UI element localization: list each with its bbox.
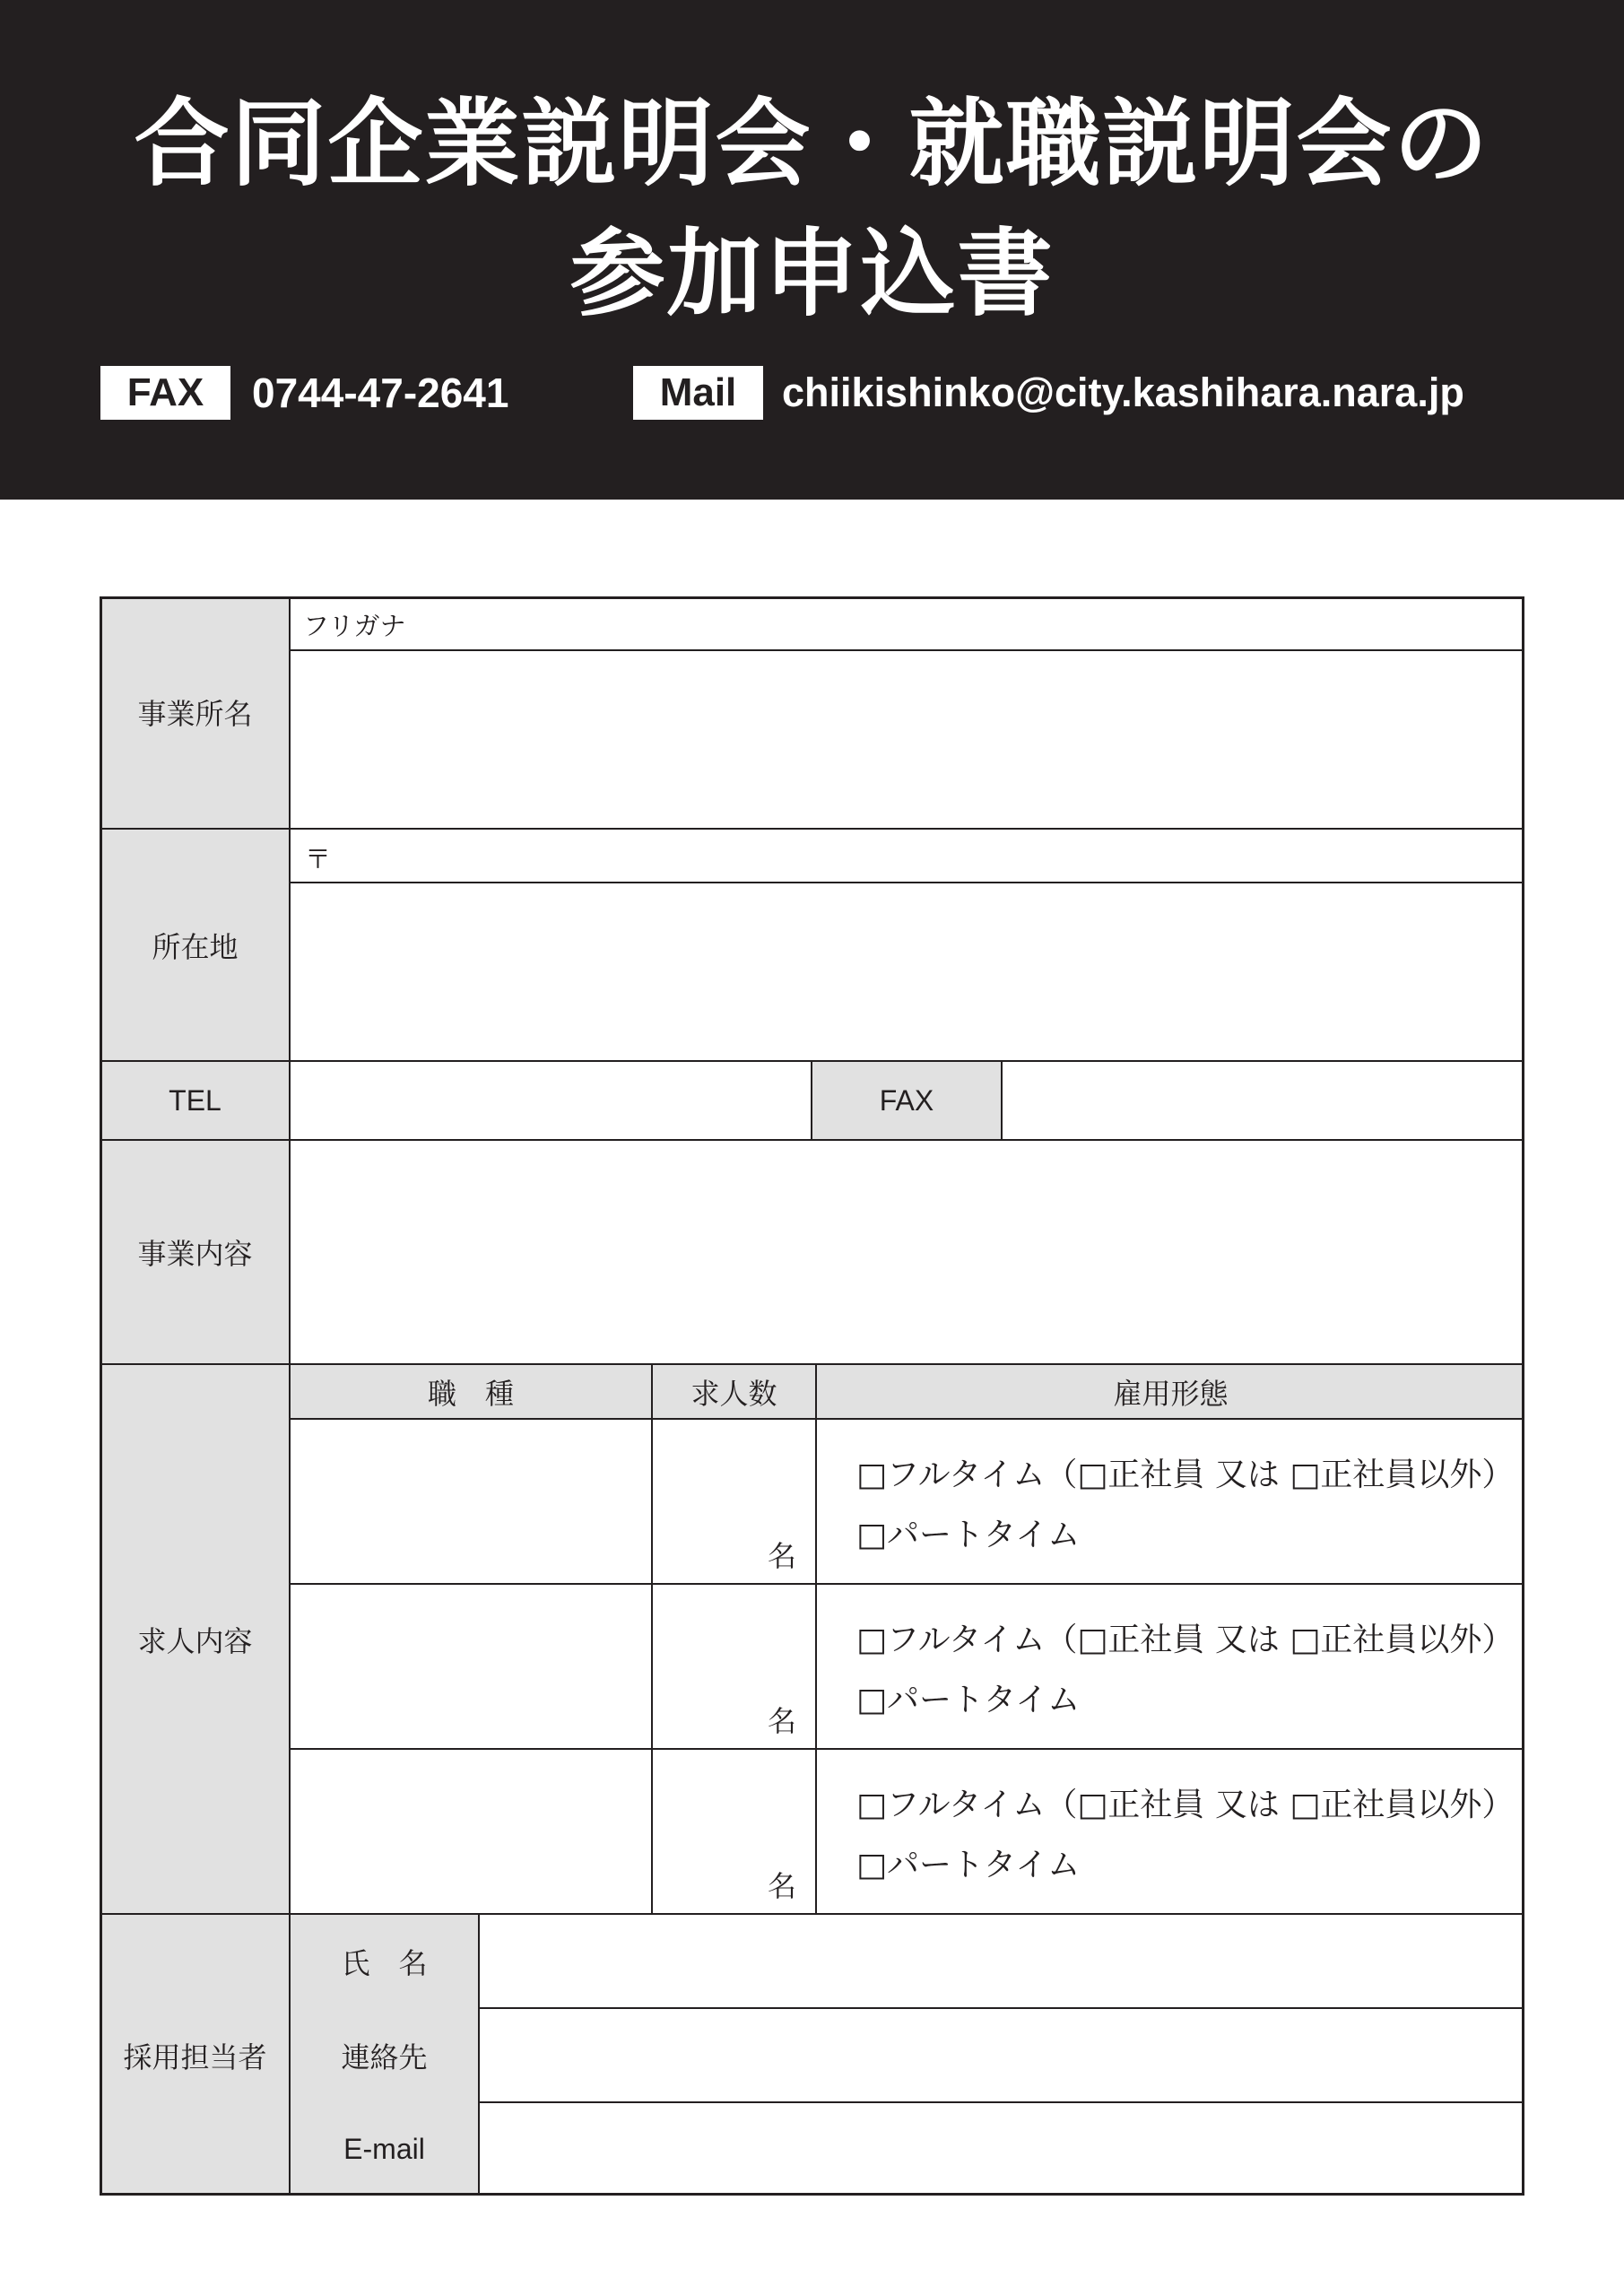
parttime-option[interactable]: □パートタイム — [856, 1517, 1081, 1553]
column-header-employment: 雇用形態 — [1113, 1376, 1229, 1411]
divider — [478, 2007, 1524, 2009]
email-address[interactable]: chiikishinko@city.kashihara.nara.jp — [782, 370, 1464, 415]
count-unit: 名 — [768, 1869, 797, 1903]
divider — [100, 828, 1524, 830]
recruit-content-label: 求人内容 — [137, 1623, 253, 1658]
email-label: E-mail — [343, 2133, 425, 2165]
divider — [478, 2101, 1524, 2103]
business-content-label: 事業内容 — [137, 1237, 253, 1271]
company-name-label: 事業所名 — [137, 697, 253, 731]
divider — [290, 649, 1524, 651]
divider — [651, 1364, 653, 1915]
divider — [815, 1364, 817, 1915]
page-title-line2: 参加申込書 — [569, 219, 1055, 329]
phone-label: 連絡先 — [341, 2039, 428, 2074]
name-label: 氏 名 — [341, 1945, 428, 1980]
column-header-job-type: 職 種 — [427, 1376, 514, 1411]
count-unit: 名 — [768, 1704, 797, 1738]
page-title-line1: 合同企業説明会・就職説明会の — [134, 89, 1490, 199]
parttime-option[interactable]: □パートタイム — [856, 1682, 1081, 1718]
fax-badge: FAX — [100, 366, 230, 420]
fax-label: FAX — [879, 1083, 934, 1117]
parttime-option[interactable]: □パートタイム — [856, 1847, 1081, 1883]
count-unit: 名 — [768, 1539, 797, 1573]
postal-mark: 〒 — [305, 844, 332, 874]
divider — [290, 1583, 1524, 1585]
divider — [478, 1914, 480, 2196]
address-label: 所在地 — [152, 929, 239, 964]
divider — [290, 1418, 1524, 1420]
fulltime-option[interactable]: □フルタイム（□正社員 又は □正社員以外） — [856, 1787, 1515, 1823]
divider — [1001, 1061, 1003, 1140]
mail-badge: Mail — [633, 366, 763, 420]
contact-person-label: 採用担当者 — [123, 2039, 267, 2074]
fax-number: 0744-47-2641 — [252, 370, 509, 416]
divider — [290, 882, 1524, 883]
fulltime-option[interactable]: □フルタイム（□正社員 又は □正社員以外） — [856, 1622, 1515, 1658]
divider — [290, 1748, 1524, 1750]
column-header-count: 求人数 — [690, 1376, 777, 1411]
header-banner — [0, 0, 1624, 500]
fulltime-option[interactable]: □フルタイム（□正社員 又は □正社員以外） — [856, 1457, 1515, 1493]
furigana-label: フリガナ — [303, 611, 406, 641]
tel-label: TEL — [169, 1083, 221, 1117]
divider — [100, 1139, 1524, 1141]
